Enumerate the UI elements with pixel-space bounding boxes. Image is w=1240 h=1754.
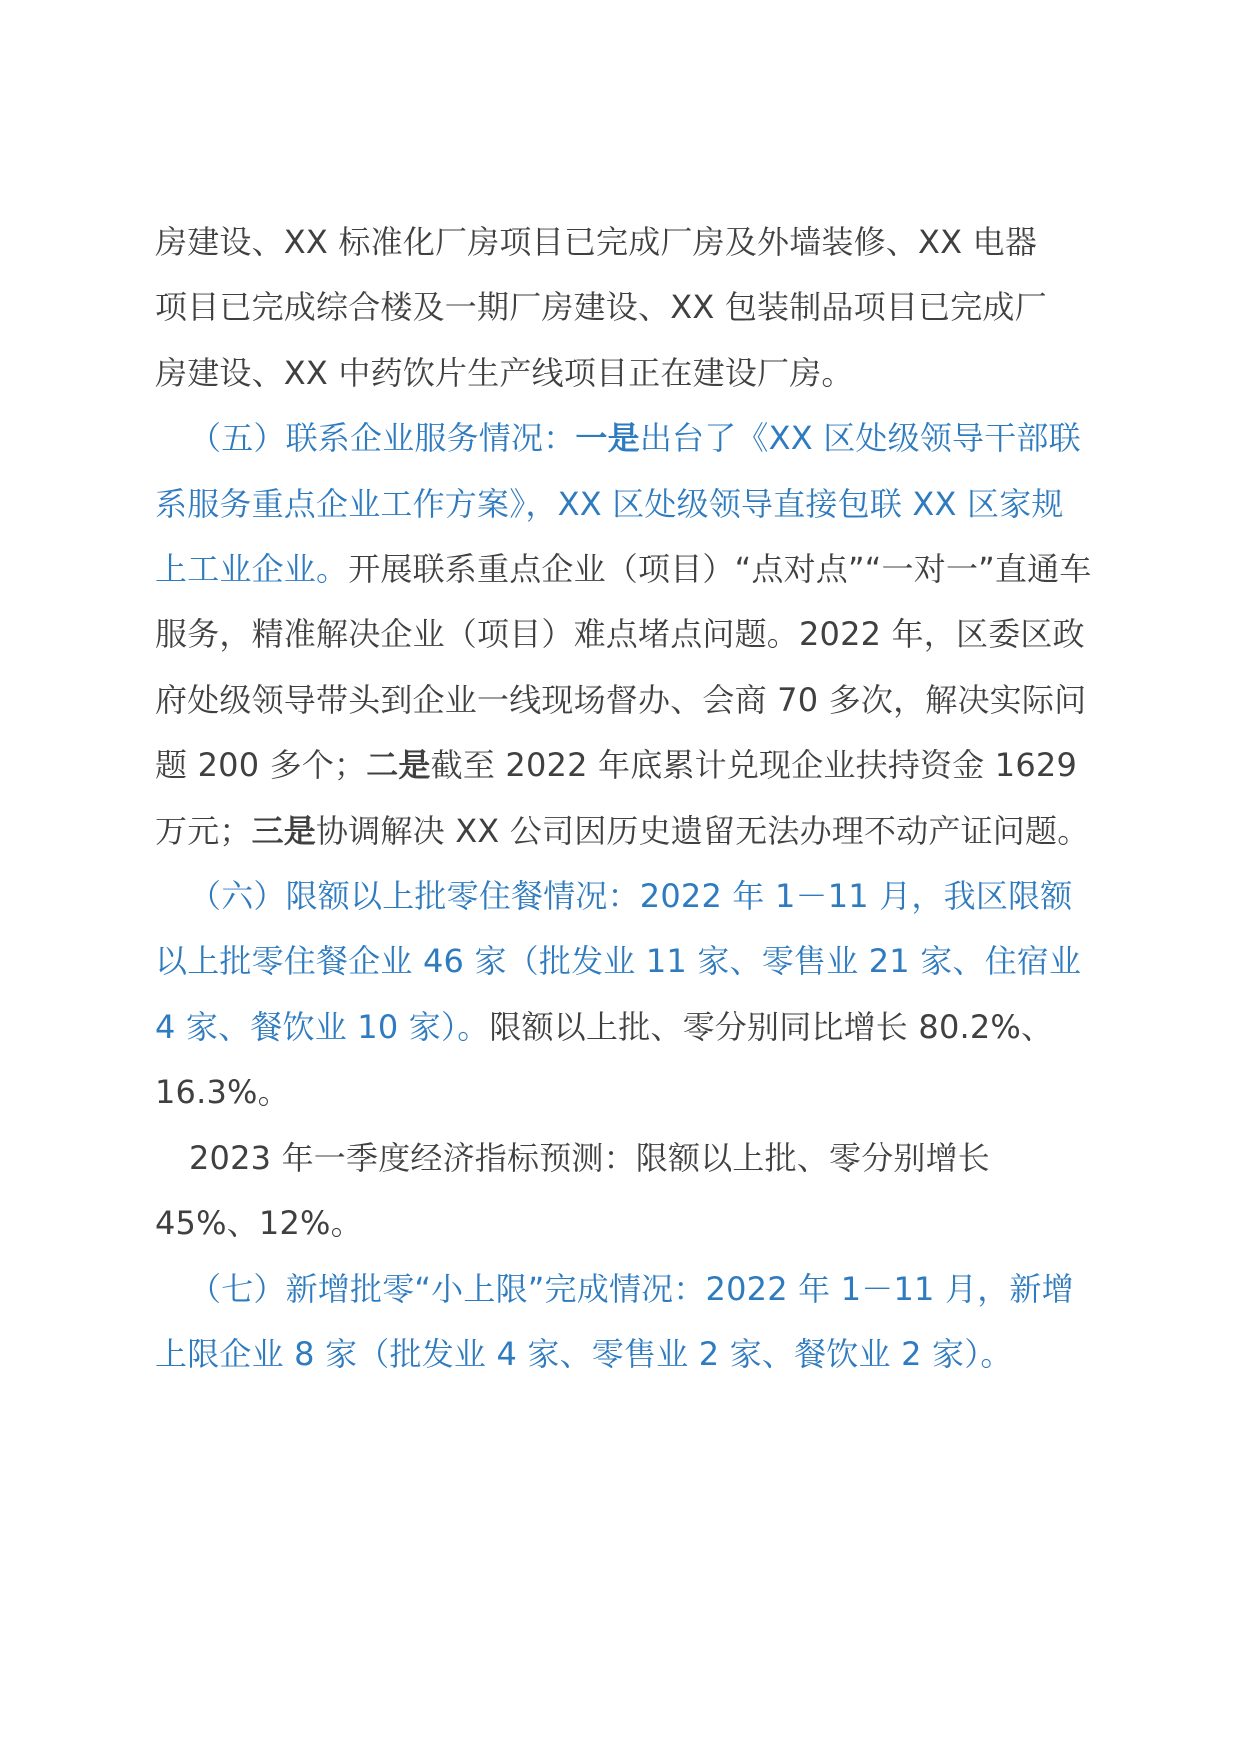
retail-growth-text: 限额以上批、零分别同比增长 80.2%、16.3%。 <box>155 1007 1054 1112</box>
property-issue-text: 协调解决 XX 公司因历史遗留无法办理不动产证问题。 <box>316 811 1090 850</box>
keyword-third: 三是 <box>251 811 317 850</box>
paragraph-retail-stats <box>155 864 1095 1126</box>
keyword-first: 一是 <box>575 419 640 458</box>
service-detail-text: 开展联系重点企业（项目）“点对点”“一对一”直通车服务，精准解决企业（项目）难点堵点问题。2022 年，区委区政府处级领导带头到企业一线现场督办、会商 70 多次，解决实际问题 200 多个； <box>155 550 1092 785</box>
keyword-second: 二是 <box>366 746 431 785</box>
section-heading-7: （七）新增批零“小上限”完成情况：2022 年 1－11 月，新增上限企业 8 家（批发业 4 家、零售业 2 家、餐饮业 2 家）。 <box>155 1269 1074 1373</box>
service-plan-text: 出台了《XX 区处级领导干部联系服务重点企业工作方案》，XX 区处级领导直接包联 XX 区家规上工业企业。 <box>155 419 1081 589</box>
projects-line-2: 项目已完成综合楼及一期厂房建设、XX 包装制品项目已完成厂 <box>155 288 1047 327</box>
document-page <box>155 210 1095 1387</box>
section-heading-5: （五）联系企业服务情况： <box>189 419 576 458</box>
funding-text: 截至 2022 年底累计兑现企业扶持资金 1629 万元； <box>155 746 1078 850</box>
forecast-text: 2023 年一季度经济指标预测：限额以上批、零分别增长 45%、12%。 <box>155 1138 991 1243</box>
paragraph-enterprise-service <box>155 406 1095 864</box>
paragraph-new-enterprises <box>155 1257 1095 1388</box>
section-heading-6: （六）限额以上批零住餐情况：2022 年 1－11 月，我区限额以上批零住餐企业 46 家（批发业 11 家、零售业 21 家、住宿业 4 家、餐饮业 10 家）。 <box>155 877 1082 1046</box>
paragraph-projects <box>155 210 1095 406</box>
projects-line-3: 房建设、XX 中药饮片生产线项目正在建设厂房。 <box>155 353 854 392</box>
paragraph-forecast <box>155 1126 1095 1257</box>
projects-line-1: 房建设、XX 标准化厂房项目已完成厂房及外墙装修、XX 电器 <box>155 223 1038 261</box>
